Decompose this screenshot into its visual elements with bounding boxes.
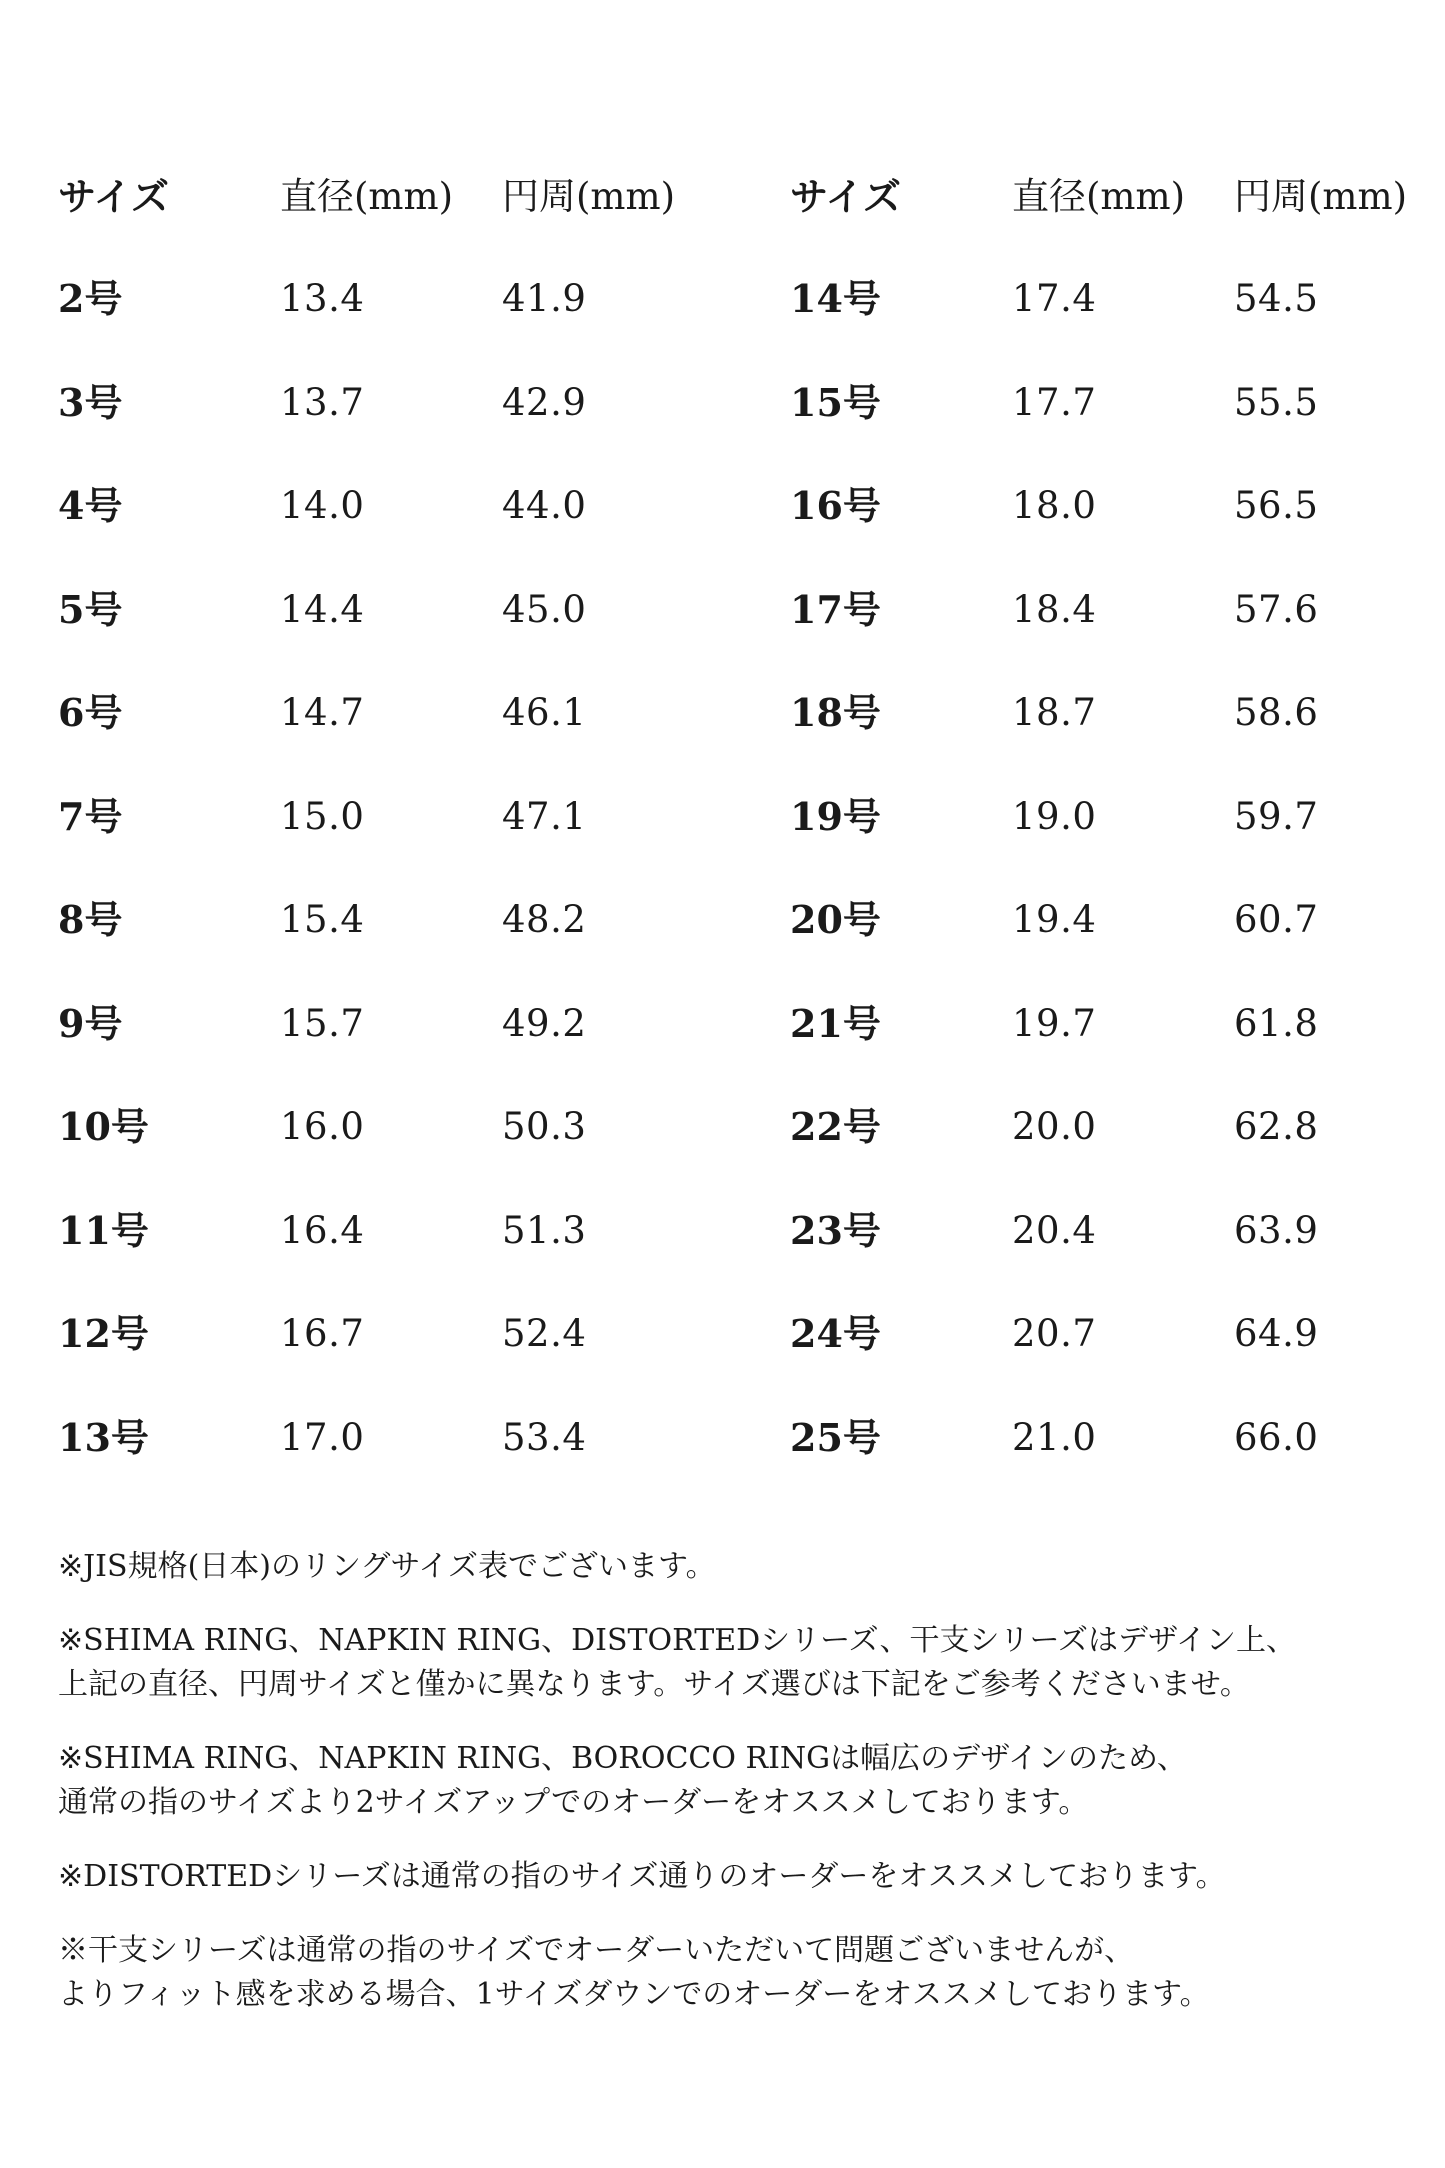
diameter-cell-left: 15.7 xyxy=(280,1002,365,1045)
size-cell-right: 15号 xyxy=(790,380,881,425)
circumference-cell-right: 62.8 xyxy=(1234,1105,1319,1148)
diameter-cell-left: 17.0 xyxy=(280,1416,365,1459)
note-line: ※干支シリーズは通常の指のサイズでオーダーいただいて問題ございませんが、 xyxy=(58,1933,1135,1968)
size-cell-right: 25号 xyxy=(790,1415,881,1460)
table-row xyxy=(0,1001,1445,1065)
circumference-cell-left: 52.4 xyxy=(502,1312,587,1355)
size-cell-left: 2号 xyxy=(58,276,123,321)
note-paragraph xyxy=(58,1855,1418,1899)
header-diameter-right: 直径(mm) xyxy=(1012,175,1186,218)
size-cell-left: 11号 xyxy=(58,1208,149,1253)
note-paragraph xyxy=(58,1545,1418,1589)
table-row xyxy=(0,380,1445,444)
diameter-cell-left: 16.4 xyxy=(280,1209,365,1252)
circumference-cell-right: 55.5 xyxy=(1234,381,1319,424)
note-line: よりフィット感を求める場合、1サイズダウンでのオーダーをオススメしております。 xyxy=(58,1977,1210,2012)
size-cell-left: 3号 xyxy=(58,380,123,425)
diameter-cell-left: 14.0 xyxy=(280,484,365,527)
size-cell-left: 8号 xyxy=(58,897,123,942)
size-cell-left: 5号 xyxy=(58,587,123,632)
circumference-cell-left: 46.1 xyxy=(502,691,587,734)
note-line: ※SHIMA RING、NAPKIN RING、DISTORTEDシリーズ、干支シリーズはデザイン上、 xyxy=(58,1623,1296,1658)
circumference-cell-left: 42.9 xyxy=(502,381,587,424)
circumference-cell-right: 54.5 xyxy=(1234,277,1319,320)
table-row xyxy=(0,1415,1445,1479)
size-cell-left: 12号 xyxy=(58,1311,149,1356)
diameter-cell-right: 21.0 xyxy=(1012,1416,1097,1459)
diameter-cell-left: 13.4 xyxy=(280,277,365,320)
diameter-cell-left: 15.4 xyxy=(280,898,365,941)
size-cell-left: 6号 xyxy=(58,690,123,735)
diameter-cell-left: 16.7 xyxy=(280,1312,365,1355)
circumference-cell-right: 63.9 xyxy=(1234,1209,1319,1252)
table-row xyxy=(0,483,1445,547)
table-row xyxy=(0,794,1445,858)
note-line: ※JIS規格(日本)のリングサイズ表でございます。 xyxy=(58,1549,716,1584)
header-circumference-left: 円周(mm) xyxy=(502,175,676,218)
header-circumference-right: 円周(mm) xyxy=(1234,175,1408,218)
table-row xyxy=(0,1208,1445,1272)
note-line: 通常の指のサイズより2サイズアップでのオーダーをオススメしております。 xyxy=(58,1785,1089,1820)
circumference-cell-right: 61.8 xyxy=(1234,1002,1319,1045)
size-cell-left: 13号 xyxy=(58,1415,149,1460)
circumference-cell-left: 41.9 xyxy=(502,277,587,320)
size-notes xyxy=(58,1545,1418,2047)
size-cell-right: 23号 xyxy=(790,1208,881,1253)
circumference-cell-right: 56.5 xyxy=(1234,484,1319,527)
diameter-cell-left: 14.7 xyxy=(280,691,365,734)
diameter-cell-right: 19.0 xyxy=(1012,795,1097,838)
note-line: 上記の直径、円周サイズと僅かに異なります。サイズ選びは下記をご参考くださいませ。 xyxy=(58,1667,1250,1702)
diameter-cell-right: 20.0 xyxy=(1012,1105,1097,1148)
table-row xyxy=(0,276,1445,340)
circumference-cell-right: 60.7 xyxy=(1234,898,1319,941)
circumference-cell-left: 49.2 xyxy=(502,1002,587,1045)
table-row xyxy=(0,690,1445,754)
size-cell-right: 17号 xyxy=(790,587,881,632)
diameter-cell-left: 14.4 xyxy=(280,588,365,631)
circumference-cell-left: 45.0 xyxy=(502,588,587,631)
diameter-cell-right: 20.4 xyxy=(1012,1209,1097,1252)
circumference-cell-left: 44.0 xyxy=(502,484,587,527)
size-cell-left: 9号 xyxy=(58,1001,123,1046)
circumference-cell-right: 57.6 xyxy=(1234,588,1319,631)
circumference-cell-left: 47.1 xyxy=(502,795,587,838)
size-cell-right: 21号 xyxy=(790,1001,881,1046)
circumference-cell-right: 66.0 xyxy=(1234,1416,1319,1459)
size-cell-right: 20号 xyxy=(790,897,881,942)
size-cell-right: 22号 xyxy=(790,1104,881,1149)
size-cell-left: 10号 xyxy=(58,1104,149,1149)
circumference-cell-right: 58.6 xyxy=(1234,691,1319,734)
size-cell-right: 19号 xyxy=(790,794,881,839)
note-paragraph xyxy=(58,1929,1418,2017)
size-cell-right: 14号 xyxy=(790,276,881,321)
note-paragraph xyxy=(58,1619,1418,1707)
diameter-cell-right: 17.4 xyxy=(1012,277,1097,320)
size-cell-left: 7号 xyxy=(58,794,123,839)
size-cell-left: 4号 xyxy=(58,483,123,528)
diameter-cell-right: 18.4 xyxy=(1012,588,1097,631)
diameter-cell-right: 17.7 xyxy=(1012,381,1097,424)
diameter-cell-right: 19.4 xyxy=(1012,898,1097,941)
size-cell-right: 24号 xyxy=(790,1311,881,1356)
header-size-left: サイズ xyxy=(58,174,169,219)
note-line: ※SHIMA RING、NAPKIN RING、BOROCCO RINGは幅広のデザインのため、 xyxy=(58,1741,1187,1776)
circumference-cell-left: 53.4 xyxy=(502,1416,587,1459)
circumference-cell-left: 50.3 xyxy=(502,1105,587,1148)
circumference-cell-right: 64.9 xyxy=(1234,1312,1319,1355)
size-cell-right: 18号 xyxy=(790,690,881,735)
table-row xyxy=(0,1311,1445,1375)
diameter-cell-right: 18.0 xyxy=(1012,484,1097,527)
header-diameter-left: 直径(mm) xyxy=(280,175,454,218)
diameter-cell-left: 13.7 xyxy=(280,381,365,424)
header-size-right: サイズ xyxy=(790,174,901,219)
diameter-cell-left: 16.0 xyxy=(280,1105,365,1148)
diameter-cell-left: 15.0 xyxy=(280,795,365,838)
diameter-cell-right: 20.7 xyxy=(1012,1312,1097,1355)
diameter-cell-right: 19.7 xyxy=(1012,1002,1097,1045)
table-row xyxy=(0,587,1445,651)
table-row xyxy=(0,897,1445,961)
table-row xyxy=(0,1104,1445,1168)
circumference-cell-right: 59.7 xyxy=(1234,795,1319,838)
diameter-cell-right: 18.7 xyxy=(1012,691,1097,734)
size-cell-right: 16号 xyxy=(790,483,881,528)
note-line: ※DISTORTEDシリーズは通常の指のサイズ通りのオーダーをオススメしております。 xyxy=(58,1859,1226,1894)
circumference-cell-left: 51.3 xyxy=(502,1209,587,1252)
circumference-cell-left: 48.2 xyxy=(502,898,587,941)
note-paragraph xyxy=(58,1737,1418,1825)
table-header-row xyxy=(0,174,1445,238)
